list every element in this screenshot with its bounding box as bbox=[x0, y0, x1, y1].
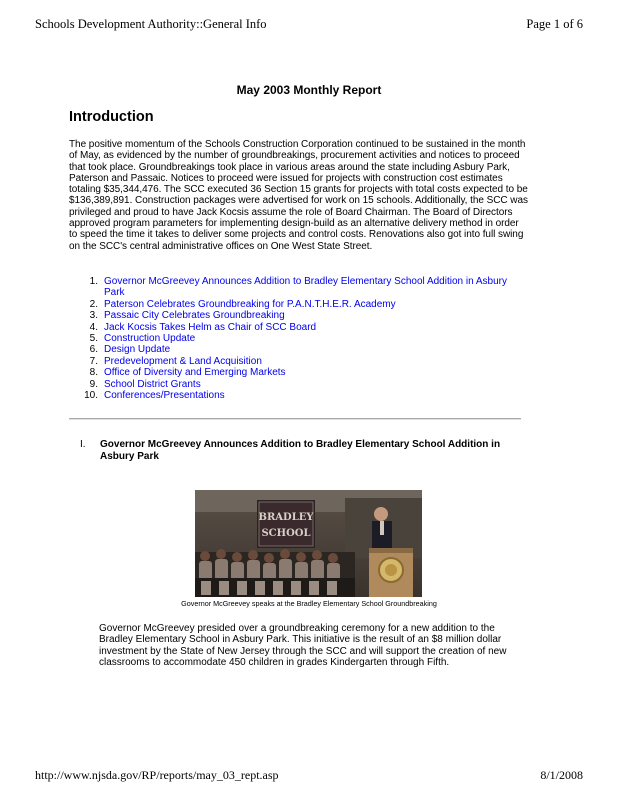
toc-item bbox=[70, 276, 510, 299]
banner-text-1: BRADLEY bbox=[258, 512, 314, 523]
intro-paragraph: The positive momentum of the Schools Construction Corporation continued to be sustained in the month of May, as evidenced by the number of groundbreakings, procurement activities and notices to proceed that took place. Groundbreakings took place in various areas around the state including Asbury Park, Paterson and Passaic. Notices to proceed were issued for projects with construction cost estimates totaling $35,344,476. The SCC executed 36 Section 15 grants for projects with total costs expected to be $136,389,891. Construction packages were advertised for work on 15 schools. Additionally, the SCC was privileged and proud to have Jack Kocsis assume the role of Board Chairman. The Board of Directors approved program parameters for implementing design-build as an alternative delivery method in order to speed the time it takes to deliver some projects and control costs. Renovations also got into full swing on the SCC's central administrative offices on One West State Street. bbox=[69, 139, 528, 252]
table-of-contents bbox=[70, 276, 510, 401]
banner-text-2: SCHOOL bbox=[261, 528, 311, 539]
toc-item-number: 8. bbox=[89, 367, 98, 379]
page-header bbox=[35, 17, 583, 32]
toc-item-number: 4. bbox=[89, 321, 98, 333]
intro-heading: Introduction bbox=[69, 109, 154, 125]
page-footer bbox=[35, 768, 583, 783]
toc-item bbox=[70, 344, 510, 355]
toc-item-number: 2. bbox=[89, 298, 98, 310]
toc-item-number: 10. bbox=[84, 390, 98, 402]
toc-link[interactable]: Passaic City Celebrates Groundbreaking bbox=[104, 310, 285, 322]
toc-item-number: 1. bbox=[89, 276, 98, 287]
toc-item bbox=[70, 333, 510, 344]
toc-item bbox=[70, 322, 510, 333]
toc-item bbox=[70, 379, 510, 390]
toc-link[interactable]: Predevelopment & Land Acquisition bbox=[104, 355, 262, 367]
toc-item bbox=[70, 367, 510, 378]
section-1-title: Governor McGreevey Announces Addition to Bradley Elementary School Addition in Asbury Park bbox=[100, 439, 501, 462]
toc-item bbox=[70, 299, 510, 310]
toc-link[interactable]: Design Update bbox=[104, 344, 171, 356]
toc-item-number: 9. bbox=[89, 378, 98, 390]
toc-link[interactable]: Paterson Celebrates Groundbreaking for P.A.N.T.H.E.R. Academy bbox=[104, 298, 396, 310]
toc-link[interactable]: Construction Update bbox=[104, 333, 196, 345]
toc-link[interactable]: Office of Diversity and Emerging Markets bbox=[104, 367, 286, 379]
section-1-heading bbox=[80, 439, 520, 463]
report-title: May 2003 Monthly Report bbox=[236, 83, 382, 97]
toc-item-number: 7. bbox=[89, 355, 98, 367]
photo-caption: Governor McGreevey speaks at the Bradley Elementary School Groundbreaking bbox=[181, 599, 437, 608]
header-page-number: Page 1 of 6 bbox=[526, 17, 583, 31]
toc-item-number: 6. bbox=[89, 344, 98, 356]
ceremony-photo-graphic bbox=[195, 490, 422, 597]
section-1-paragraph: Governor McGreevey presided over a groundbreaking ceremony for a new addition to the Bradley Elementary School in Asbury Park. This initiative is the result of an $8 million dollar investment by the State of New Jersey through the SCC and will support the creation of new classrooms to accommodate 450 children in grades Kindergarten through Fifth. bbox=[99, 623, 507, 668]
toc-link[interactable]: Jack Kocsis Takes Helm as Chair of SCC Board bbox=[104, 321, 317, 333]
toc-item bbox=[70, 356, 510, 367]
toc-link[interactable]: Conferences/Presentations bbox=[104, 390, 225, 402]
section-1-number: I. bbox=[80, 439, 86, 450]
footer-url: http://www.njsda.gov/RP/reports/may_03_rept.asp bbox=[35, 768, 279, 782]
toc-link[interactable]: Governor McGreevey Announces Addition to Bradley Elementary School Addition in Asbury Park bbox=[104, 276, 508, 299]
footer-date: 8/1/2008 bbox=[540, 768, 583, 782]
toc-item-number: 5. bbox=[89, 333, 98, 345]
toc-link[interactable]: School District Grants bbox=[104, 378, 201, 390]
horizontal-rule bbox=[69, 418, 521, 420]
ceremony-photo bbox=[195, 490, 422, 597]
header-site-title: Schools Development Authority::General Info bbox=[35, 17, 267, 31]
toc-item bbox=[70, 390, 510, 401]
toc-item bbox=[70, 310, 510, 321]
toc-item-number: 3. bbox=[89, 310, 98, 322]
